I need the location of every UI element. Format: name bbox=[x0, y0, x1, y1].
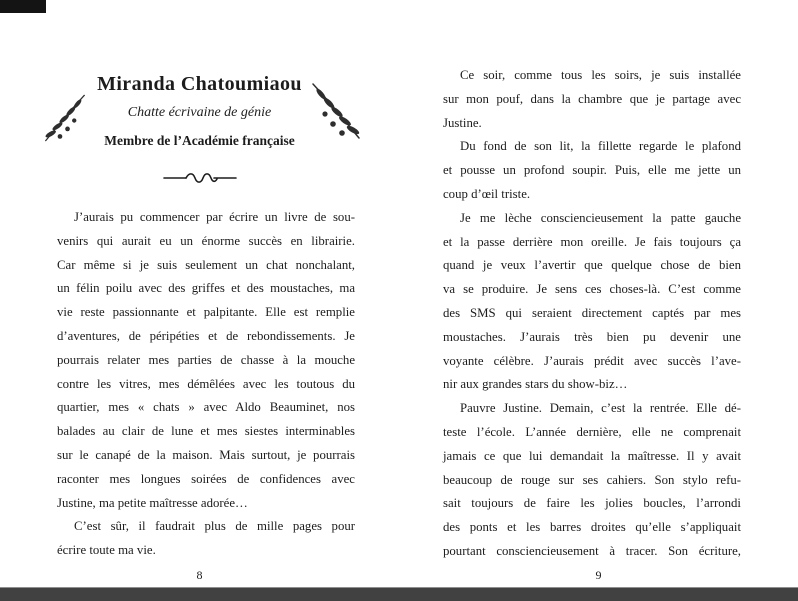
body-text-right bbox=[443, 64, 741, 564]
section-divider bbox=[0, 170, 399, 191]
text-line: Justine. bbox=[443, 115, 482, 130]
text-line: Car même si je suis seulement un chat nonchalant, bbox=[57, 257, 355, 272]
book-title: Miranda Chatoumiaou bbox=[97, 73, 302, 95]
text-line: sait toujours de faire les jolies boucles, l’arrondi bbox=[443, 496, 741, 511]
book-subtitle: Chatte écrivaine de génie bbox=[127, 105, 272, 120]
top-left-dark-notch bbox=[0, 0, 46, 13]
page-number-left: 8 bbox=[196, 568, 203, 582]
text-line: et pousse un profond soupir. Puis, elle me jette un bbox=[443, 163, 741, 178]
text-line: jamais ce que lui demandait la maîtresse. Il y avait bbox=[443, 448, 741, 463]
text-line: beaucoup de rouge sur ses cahiers. Son stylo refu- bbox=[443, 472, 741, 487]
text-line: va se produire. Je sens ces choses-là. C’est comme bbox=[443, 282, 741, 297]
book-affiliation: Membre de l’Académie française bbox=[104, 133, 295, 148]
bottom-dark-bar bbox=[0, 587, 798, 601]
squiggle-divider-icon bbox=[162, 170, 238, 186]
text-line: Du fond de son lit, la fillette regarde le plafond bbox=[460, 139, 741, 154]
text-line: pourtant consciencieusement à tracer. Son écriture, bbox=[443, 543, 741, 558]
text-line: balades au clair de lune et mes siestes interminables bbox=[57, 424, 355, 439]
page-number-right: 9 bbox=[595, 568, 602, 582]
text-line: sur le canapé de la maison. Mais surtout, je pourrais bbox=[57, 447, 355, 462]
text-line: quartier, mes « chats » avec Aldo Beauminet, nos bbox=[57, 400, 355, 415]
text-line: quand je veux l’avertir que quelque chose de bien bbox=[443, 258, 741, 273]
text-line: moustaches. J’aurais très bien pu devenir une bbox=[443, 329, 741, 344]
text-line: voyante célèbre. J’aurais prédit avec succès l’ave- bbox=[443, 353, 741, 368]
text-line: J’aurais pu commencer par écrire un livre de sou- bbox=[74, 210, 355, 224]
page-right bbox=[399, 0, 798, 601]
text-line: Pauvre Justine. Demain, c’est la rentrée. Elle dé- bbox=[460, 401, 741, 416]
text-line: Ce soir, comme tous les soirs, je suis installée bbox=[460, 68, 741, 82]
text-line: écrire toute ma vie. bbox=[57, 543, 156, 558]
text-line: des SMS qui seraient directement captés par mes bbox=[443, 305, 741, 320]
text-line: contre les vitres, mes démêlées avec les toutous du bbox=[57, 376, 355, 391]
text-line: vie reste passionnante et palpitante. Elle est remplie bbox=[57, 305, 355, 320]
text-line: pourrais relater mes parties de chasse à la mouche bbox=[57, 352, 355, 367]
text-line: Justine, ma petite maîtresse adorée… bbox=[57, 495, 248, 510]
text-line: nir aux grandes stars du show-biz… bbox=[443, 377, 628, 392]
text-line: raconter mes longues soirées de confidences avec bbox=[57, 471, 355, 486]
body-text-left bbox=[57, 206, 355, 563]
text-line: sur mon pouf, dans la chambre que je partage avec bbox=[443, 91, 741, 106]
masthead bbox=[0, 72, 399, 149]
text-line: venirs qui aurait eu un énorme succès en librairie. bbox=[57, 233, 355, 248]
text-line: des ponts et les barres droites qu’elle s’appliquait bbox=[443, 520, 741, 535]
text-line: C’est sûr, il faudrait plus de mille pages pour bbox=[74, 519, 355, 534]
text-line: un félin poilu avec des griffes et des moustaches, ma bbox=[57, 281, 355, 296]
text-line: et la passe derrière mon oreille. Je fais toujours ça bbox=[443, 234, 741, 249]
text-line: teste l’école. L’année dernière, elle ne comprenait bbox=[443, 424, 741, 439]
text-line: coup d’œil triste. bbox=[443, 186, 531, 201]
text-line: Je me lèche consciencieusement la patte gauche bbox=[460, 210, 741, 225]
text-line: d’aventures, de péripéties et de rebondissements. Je bbox=[57, 328, 355, 343]
